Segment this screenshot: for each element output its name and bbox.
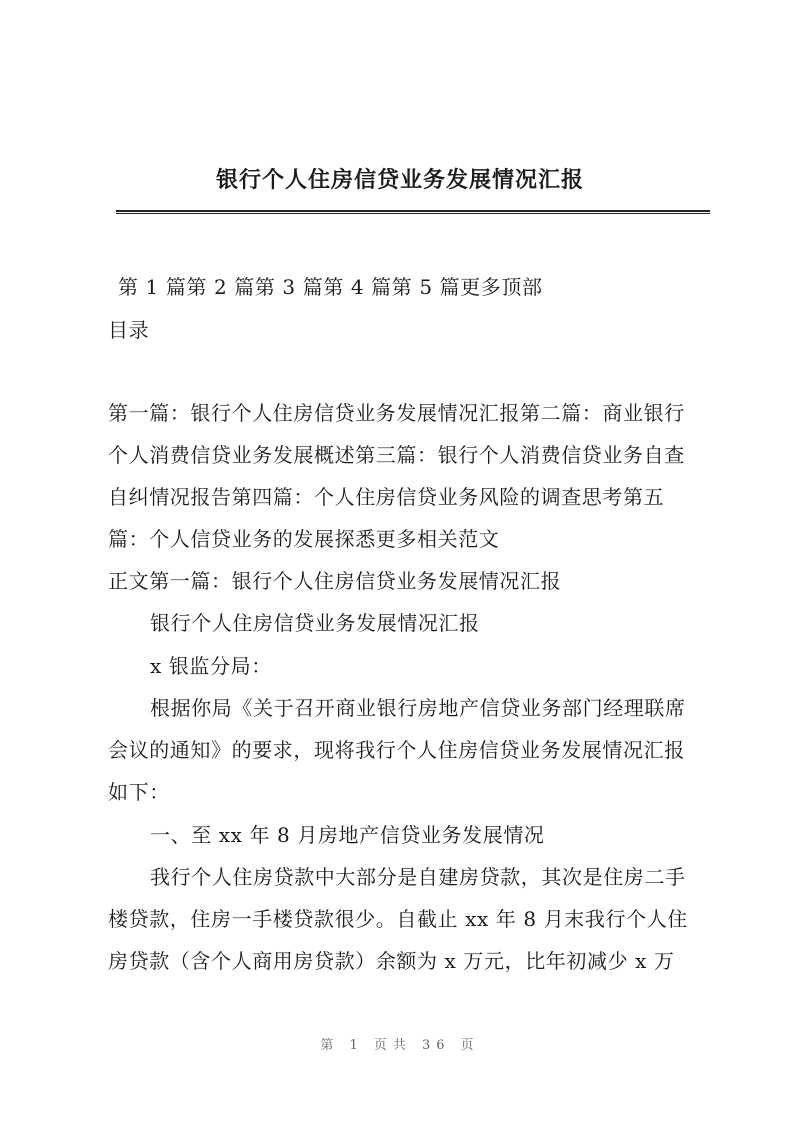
body-line: 房贷款（含个人商用房贷款）余额为 x 万元，比年初减少 x 万: [108, 949, 675, 973]
nav-line: 第 1 篇第 2 篇第 3 篇第 4 篇第 5 篇更多顶部: [118, 275, 543, 299]
toc-line: 个人消费信贷业务发展概述第三篇：银行个人消费信贷业务自查: [108, 443, 685, 467]
body-line: x 银监分局：: [150, 654, 272, 678]
body-line: 我行个人住房贷款中大部分是自建房贷款，其次是住房二手: [150, 865, 686, 889]
title-divider: [116, 210, 710, 214]
toc-line: 第一篇：银行个人住房信贷业务发展情况汇报第二篇：商业银行: [108, 401, 685, 425]
section-heading: 一、至 xx 年 8 月房地产信贷业务发展情况: [150, 823, 545, 847]
body-line: 银行个人住房信贷业务发展情况汇报: [150, 611, 480, 635]
body-heading: 正文第一篇：银行个人住房信贷业务发展情况汇报: [108, 569, 562, 593]
body-line: 楼贷款，住房一手楼贷款很少。自截止 xx 年 8 月末我行个人住: [108, 907, 688, 931]
page-footer: 第 1 页共 36 页: [320, 1038, 480, 1053]
toc-line: 篇：个人信贷业务的发展探悉更多相关范文: [108, 527, 500, 551]
body-line: 根据你局《关于召开商业银行房地产信贷业务部门经理联席: [150, 696, 686, 720]
body-line: 如下：: [108, 780, 170, 804]
toc-line: 自纠情况报告第四篇：个人住房信贷业务风险的调查思考第五: [108, 485, 665, 509]
toc-heading: 目录: [108, 318, 150, 342]
body-line: 会议的通知》的要求，现将我行个人住房信贷业务发展情况汇报: [108, 738, 685, 762]
document-title: 银行个人住房信贷业务发展情况汇报: [215, 167, 584, 193]
